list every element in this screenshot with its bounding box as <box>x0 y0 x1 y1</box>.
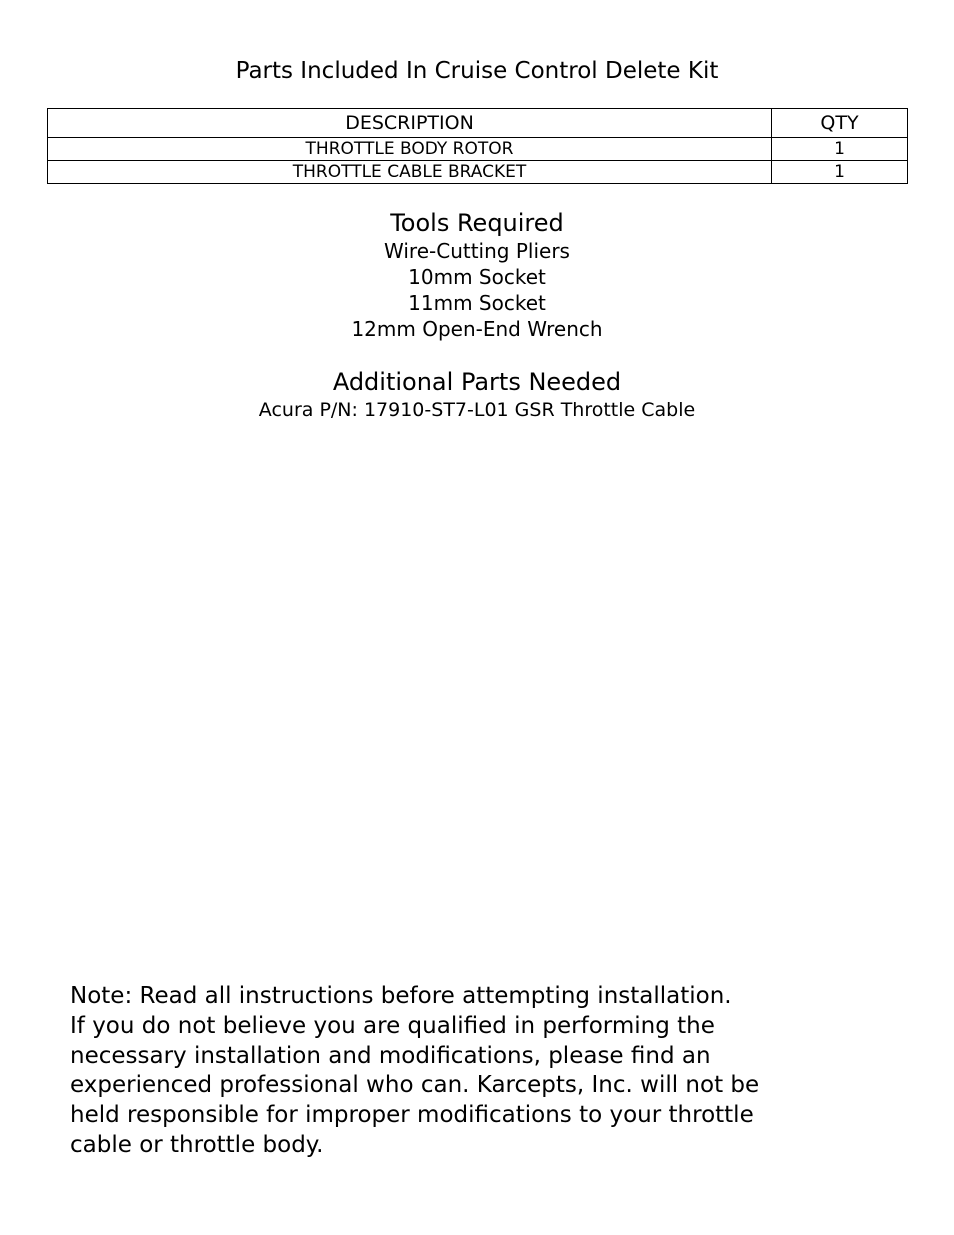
table-header-row <box>48 109 908 138</box>
part-qty: 1 <box>772 161 908 184</box>
tools-heading: Tools Required <box>390 209 564 237</box>
note-line: held responsible for improper modifications to your throttle <box>70 1102 754 1129</box>
note-line: necessary installation and modifications, please find an <box>70 1042 711 1069</box>
table-row <box>48 138 908 161</box>
list-item: Acura P/N: 17910-ST7-L01 GSR Throttle Cable <box>258 399 696 421</box>
installation-note <box>70 982 900 1161</box>
list-item: Wire-Cutting Pliers <box>384 239 570 263</box>
additional-parts-section <box>0 367 954 423</box>
part-qty: 1 <box>772 138 908 161</box>
list-item: 10mm Socket <box>408 265 546 289</box>
tools-list <box>0 238 954 342</box>
part-description: THROTTLE BODY ROTOR <box>48 138 772 161</box>
column-header-qty: QTY <box>772 109 908 138</box>
additional-parts-list <box>0 397 954 423</box>
additional-parts-heading: Additional Parts Needed <box>332 368 622 396</box>
note-line: experienced professional who can. Karcepts, Inc. will not be <box>70 1072 760 1099</box>
table-row <box>48 161 908 184</box>
note-line: cable or throttle body. <box>70 1131 324 1158</box>
part-description: THROTTLE CABLE BRACKET <box>48 161 772 184</box>
note-line: Note: Read all instructions before attempting installation. <box>70 983 732 1009</box>
list-item: 12mm Open-End Wrench <box>351 317 603 341</box>
tools-section <box>0 208 954 342</box>
note-line: If you do not believe you are qualified in performing the <box>70 1012 715 1039</box>
list-item: 11mm Socket <box>408 291 546 315</box>
page-title: Parts Included In Cruise Control Delete Kit <box>235 58 719 84</box>
column-header-description: DESCRIPTION <box>48 109 772 138</box>
parts-table <box>47 108 908 184</box>
